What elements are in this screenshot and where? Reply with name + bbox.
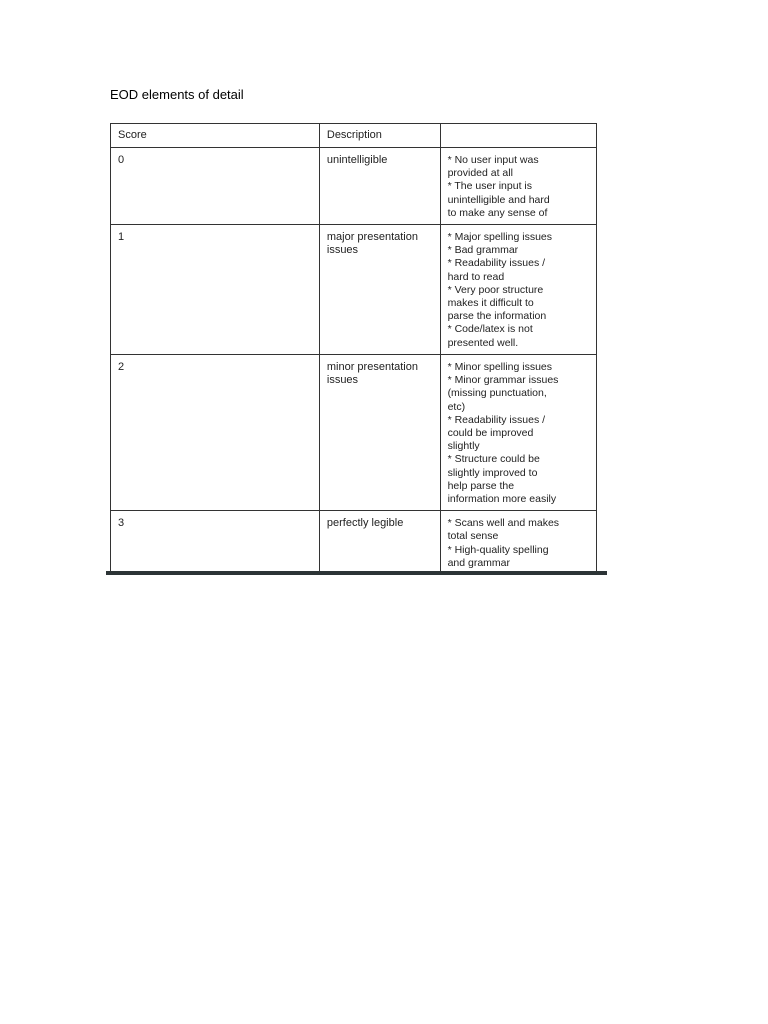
rubric-table [110, 123, 597, 574]
table-header-row [111, 124, 597, 148]
criteria-cell [440, 148, 596, 225]
criteria-line: information more easily [447, 493, 557, 506]
header-description: Description [326, 129, 382, 141]
description-cell [319, 355, 440, 511]
image-bottom-border [106, 571, 607, 575]
header-score: Score [118, 129, 147, 141]
table-row [111, 148, 597, 225]
criteria-line: * Readability issues / [447, 257, 546, 270]
score-value: 0 [118, 154, 125, 166]
criteria-line: * Code/latex is not [447, 323, 533, 336]
criteria-line: * Scans well and makes [447, 517, 560, 530]
criteria-line: (missing punctuation, [447, 387, 547, 400]
criteria-line: * Very poor structure [447, 283, 544, 296]
score-value: 2 [118, 361, 125, 374]
criteria-line: slightly [447, 440, 480, 453]
criteria-line: and grammar [447, 556, 511, 569]
criteria-line: total sense [447, 530, 499, 543]
criteria-cell [440, 225, 596, 355]
score-cell [111, 148, 320, 225]
score-value: 3 [118, 517, 125, 530]
criteria-line: * The user input is [447, 180, 532, 193]
document-title: EOD elements of detail [110, 87, 244, 102]
score-cell [111, 225, 320, 355]
header-criteria [441, 124, 596, 133]
score-value: 1 [118, 231, 125, 244]
criteria-line: slightly improved to [447, 466, 538, 479]
criteria-line: * Major spelling issues [447, 231, 553, 244]
criteria-cell [440, 511, 596, 574]
criteria-line: could be improved [447, 427, 534, 440]
criteria-line: * High-quality spelling [447, 543, 549, 556]
description-cell [319, 511, 440, 574]
table-row [111, 511, 597, 574]
criteria-line: presented well. [447, 336, 519, 349]
header-criteria-cell [440, 124, 596, 148]
criteria-line: * Structure could be [447, 453, 540, 466]
table-row [111, 355, 597, 511]
description-cell [319, 148, 440, 225]
criteria-line: etc) [447, 400, 466, 413]
criteria-line: * Bad grammar [447, 244, 519, 257]
criteria-line: * Minor grammar issues [447, 374, 559, 387]
description-text: minor presentation issues [326, 361, 418, 387]
criteria-line: hard to read [447, 270, 505, 283]
description-text: major presentation issues [326, 231, 418, 257]
description-cell [319, 225, 440, 355]
header-description-cell [319, 124, 440, 148]
description-text: unintelligible [326, 154, 388, 166]
score-cell [111, 511, 320, 574]
criteria-cell [440, 355, 596, 511]
criteria-line: * Readability issues / [447, 413, 546, 426]
description-text: perfectly legible [326, 517, 404, 530]
criteria-line: help parse the [447, 479, 515, 492]
criteria-line: * No user input was [447, 154, 539, 166]
criteria-line: * Minor spelling issues [447, 361, 553, 374]
criteria-line: to make any sense of [447, 206, 548, 219]
header-score-cell [111, 124, 320, 148]
table-row [111, 225, 597, 355]
criteria-line: makes it difficult to [447, 297, 534, 310]
criteria-line: parse the information [447, 310, 547, 323]
criteria-line: unintelligible and hard [447, 193, 550, 206]
criteria-line: provided at all [447, 167, 513, 180]
score-cell [111, 355, 320, 511]
